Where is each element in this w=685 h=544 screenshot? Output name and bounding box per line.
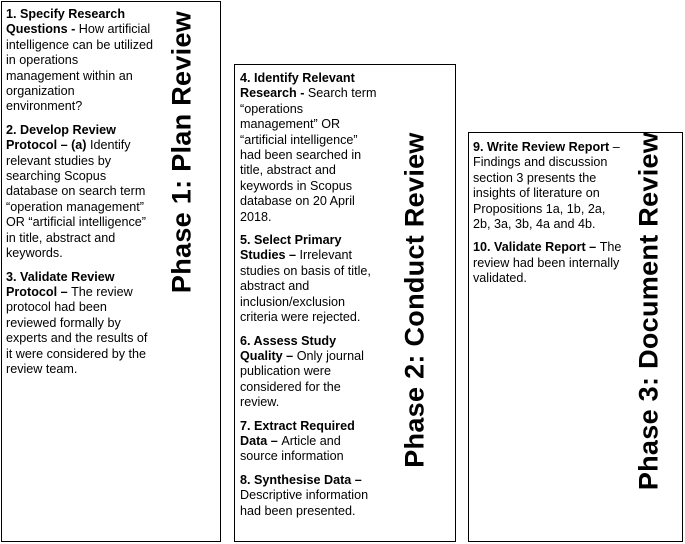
step-4 [240, 71, 380, 225]
step-8-text: Descriptive information had been presented. [240, 488, 369, 518]
step-10-heading: 10. Validate Report – [473, 240, 600, 255]
step-8 [240, 473, 380, 519]
step-10-text: The review had been internally validated. [473, 240, 622, 286]
phase-1-title: Phase 1: Plan Review [166, 10, 197, 294]
step-8-heading: 8. Synthesise Data – [240, 472, 362, 487]
step-2-heading: 2. Develop Review Protocol – (a) [6, 122, 116, 153]
step-7-heading: 7. Extract Required Data – [240, 418, 355, 448]
step-7 [240, 419, 380, 465]
step-9-heading: 9. Write Review Report [473, 140, 613, 154]
step-4-heading: 4. Identify Relevant Research - [240, 71, 355, 101]
phase-3-box [468, 132, 683, 542]
step-9-text: – Findings and discussion section 3 presents the insights of literature on Propositions 1a, 1b, 2a, 2b, 3a, 3b, 4a and 4b. [473, 140, 620, 232]
step-6 [240, 334, 380, 411]
step-1 [6, 7, 154, 115]
step-2-text: Identify relevant studies by searching Scopus database on search term “operation management” OR “artificial intelligence” in title, abstract and keywords. [6, 138, 146, 261]
phase-1-steps [6, 7, 154, 385]
step-6-text: Only journal publication were considered for the review. [240, 348, 364, 410]
step-2 [6, 123, 154, 262]
step-1-text: How artificial intelligence can be utilized in operations management within an organization environment? [6, 22, 154, 114]
step-9 [473, 140, 623, 232]
step-5-text: Irrelevant studies on basis of title, abstract and inclusion/exclusion criteria were rejected. [240, 248, 371, 325]
step-5 [240, 233, 380, 325]
phase-3-steps [473, 140, 623, 295]
step-3-heading: 3. Validate Review Protocol – [6, 269, 115, 299]
phase-3-title: Phase 3: Document Review [633, 131, 664, 491]
step-6-heading: 6. Assess Study Quality – [240, 333, 337, 363]
step-3-text: The review protocol had been reviewed formally by experts and the results of it were considered by the review team. [6, 284, 148, 376]
phase-2-box [234, 64, 456, 542]
phase-2-steps [240, 71, 380, 527]
step-7-text: Article and source information [240, 433, 344, 464]
step-4-text: Search term “operations management” OR “artificial intelligence” had been searched in title, abstract and keywords in Scopus database on 20 April 2018. [240, 86, 377, 224]
step-10 [473, 240, 623, 286]
step-5-heading: 5. Select Primary Studies – [240, 233, 342, 263]
step-3 [6, 270, 154, 378]
phase-2-title: Phase 2: Conduct Review [399, 132, 430, 468]
phase-1-box [1, 1, 221, 542]
step-1-heading: 1. Specify Research Questions - [6, 7, 126, 37]
